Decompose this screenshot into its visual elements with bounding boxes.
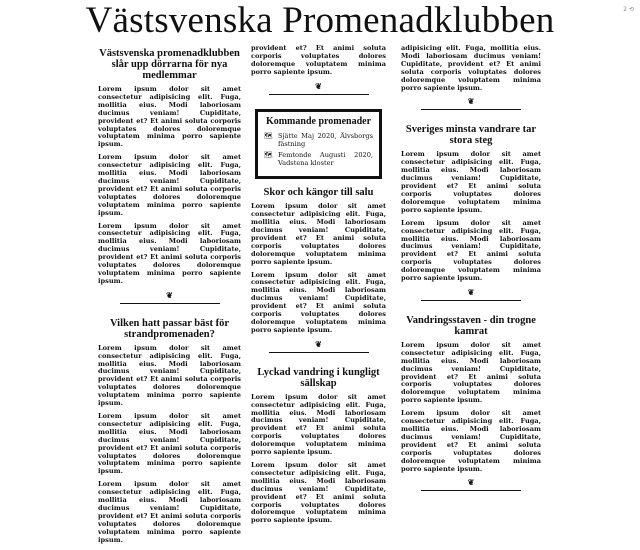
article-paragraph: Lorem ipsum dolor sit amet consectetur adipisicing elit. Fuga, mollitia eius. Modi laboriosam ducimus veniam! Cupiditate, provident et? Et animi soluta corporis voluptates dolores doloremque voluptatem minima porro sapiente ipsum. xyxy=(98,480,241,544)
box-title: Kommande promenader xyxy=(265,115,372,127)
article-paragraph: Lorem ipsum dolor sit amet consectetur adipisicing elit. Fuga, mollitia eius. Modi laboriosam ducimus veniam! Cupiditate, provident et? Et animi soluta corporis voluptates dolores doloremque voluptatem minima porro sapiente ipsum. xyxy=(401,340,541,405)
masthead-title: Västsvenska Promenadklubben xyxy=(85,0,555,41)
article-paragraph: adipisicing elit. Fuga, mollitia eius. Modi laboriosam ducimus veniam! Cupiditate, provident et? Et animi soluta corporis voluptates dolores doloremque voluptatem minima porro sapiente ipsum. xyxy=(401,44,541,92)
separator-ornament-icon: ❦ xyxy=(315,80,322,91)
separator-rule xyxy=(120,303,220,304)
separator-rule xyxy=(421,490,521,491)
article-paragraph: Lorem ipsum dolor sit amet consectetur adipisicing elit. Fuga, mollitia eius. Modi laboriosam ducimus veniam! Cupiditate, provident et? Et animi soluta corporis voluptates dolores doloremque voluptatem minima porro sapiente ipsum. xyxy=(251,270,386,334)
separator-rule xyxy=(269,352,369,353)
article-title[interactable]: Sveriges minsta vandrare tar stora steg xyxy=(405,124,537,147)
article-paragraph: Lorem ipsum dolor sit amet consectetur adipisicing elit. Fuga, mollitia eius. Modi laboriosam ducimus veniam! Cupiditate, provident et? Et animi soluta corporis voluptates dolores doloremque voluptatem minima porro sapiente ipsum. xyxy=(98,221,241,285)
article-paragraph: Lorem ipsum dolor sit amet consectetur adipisicing elit. Fuga, mollitia eius. Modi laboriosam ducimus veniam! Cupiditate, provident et? Et animi soluta corporis voluptates dolores doloremque voluptatem minima porro sapiente ipsum. xyxy=(401,218,541,283)
separator-ornament-icon: ❦ xyxy=(315,338,322,349)
upcoming-walks-box xyxy=(255,109,382,180)
event-text: Femtonde Augusti 2020, Vadstena kloster xyxy=(278,151,373,168)
article-title[interactable]: Västsvenska promenadklubben slår upp dörrarna för nya medlemmar xyxy=(99,48,240,81)
article-paragraph: Lorem ipsum dolor sit amet consectetur adipisicing elit. Fuga, mollitia eius. Modi laboriosam ducimus veniam! Cupiditate, provident et? Et animi soluta corporis voluptates dolores doloremque voluptatem minima porro sapiente ipsum. xyxy=(251,461,386,525)
separator-ornament-icon: ❦ xyxy=(467,96,475,107)
separator-rule xyxy=(421,300,521,301)
article-title[interactable]: Lyckad vandring i kungligt sällskap xyxy=(257,366,380,389)
map-icon: 🗺 xyxy=(264,151,273,160)
article-paragraph: Lorem ipsum dolor sit amet consectetur adipisicing elit. Fuga, mollitia eius. Modi laboriosam ducimus veniam! Cupiditate, provident et? Et animi soluta corporis voluptates dolores doloremque voluptatem minima porro sapiente ipsum. xyxy=(98,412,241,476)
article-paragraph: provident et? Et animi soluta corporis voluptates dolores doloremque voluptatem minima porro sapiente ipsum. xyxy=(251,44,386,76)
separator-rule xyxy=(269,94,369,95)
article-paragraph: Lorem ipsum dolor sit amet consectetur adipisicing elit. Fuga, mollitia eius. Modi laboriosam ducimus veniam! Cupiditate, provident et? Et animi soluta corporis voluptates dolores doloremque voluptatem minima porro sapiente ipsum. xyxy=(98,153,241,217)
column-1 xyxy=(98,46,241,550)
separator-ornament-icon: ❦ xyxy=(166,289,173,300)
article-title[interactable]: Skor och kängor till salu xyxy=(263,187,374,199)
separator-rule xyxy=(421,109,521,110)
page-corner-label: 2 ⟲ xyxy=(623,6,634,13)
column-3 xyxy=(401,45,541,505)
column-2 xyxy=(251,45,386,530)
event-text: Sjätte Maj 2020, Älvsborgs fästning xyxy=(278,131,373,148)
article-paragraph: Lorem ipsum dolor sit amet consectetur adipisicing elit. Fuga, mollitia eius. Modi laboriosam ducimus veniam! Cupiditate, provident et? Et animi soluta corporis voluptates dolores doloremque voluptatem minima porro sapiente ipsum. xyxy=(401,150,541,214)
separator-ornament-icon: ❦ xyxy=(467,286,475,297)
separator-ornament-icon: ❦ xyxy=(467,477,475,488)
article-paragraph: Lorem ipsum dolor sit amet consectetur adipisicing elit. Fuga, mollitia eius. Modi laboriosam ducimus veniam! Cupiditate, provident et? Et animi soluta corporis voluptates dolores doloremque voluptatem minima porro sapiente ipsum. xyxy=(251,392,386,457)
article-title[interactable]: Vilken hatt passar bäst för strandpromenaden? xyxy=(109,317,229,340)
map-icon: 🗺 xyxy=(264,131,273,140)
article-paragraph: Lorem ipsum dolor sit amet consectetur adipisicing elit. Fuga, mollitia eius. Modi laboriosam ducimus veniam! Cupiditate, provident et? Et animi soluta corporis voluptates dolores doloremque voluptatem minima porro sapiente ipsum. xyxy=(98,343,241,408)
event-item[interactable] xyxy=(264,133,373,149)
article-title[interactable]: Vandringsstaven - din trogne kamrat xyxy=(406,314,536,337)
article-paragraph: Lorem ipsum dolor sit amet consectetur adipisicing elit. Fuga, mollitia eius. Modi laboriosam ducimus veniam! Cupiditate, provident et? Et animi soluta corporis voluptates dolores doloremque voluptatem minima porro sapiente ipsum. xyxy=(98,85,241,149)
article-paragraph: Lorem ipsum dolor sit amet consectetur adipisicing elit. Fuga, mollitia eius. Modi laboriosam ducimus veniam! Cupiditate, provident et? Et animi soluta corporis voluptates dolores doloremque voluptatem minima porro sapiente ipsum. xyxy=(251,202,386,266)
article-paragraph: Lorem ipsum dolor sit amet consectetur adipisicing elit. Fuga, mollitia eius. Modi laboriosam ducimus veniam! Cupiditate, provident et? Et animi soluta corporis voluptates dolores doloremque voluptatem minima porro sapiente ipsum. xyxy=(401,409,541,473)
event-item[interactable] xyxy=(264,152,373,168)
